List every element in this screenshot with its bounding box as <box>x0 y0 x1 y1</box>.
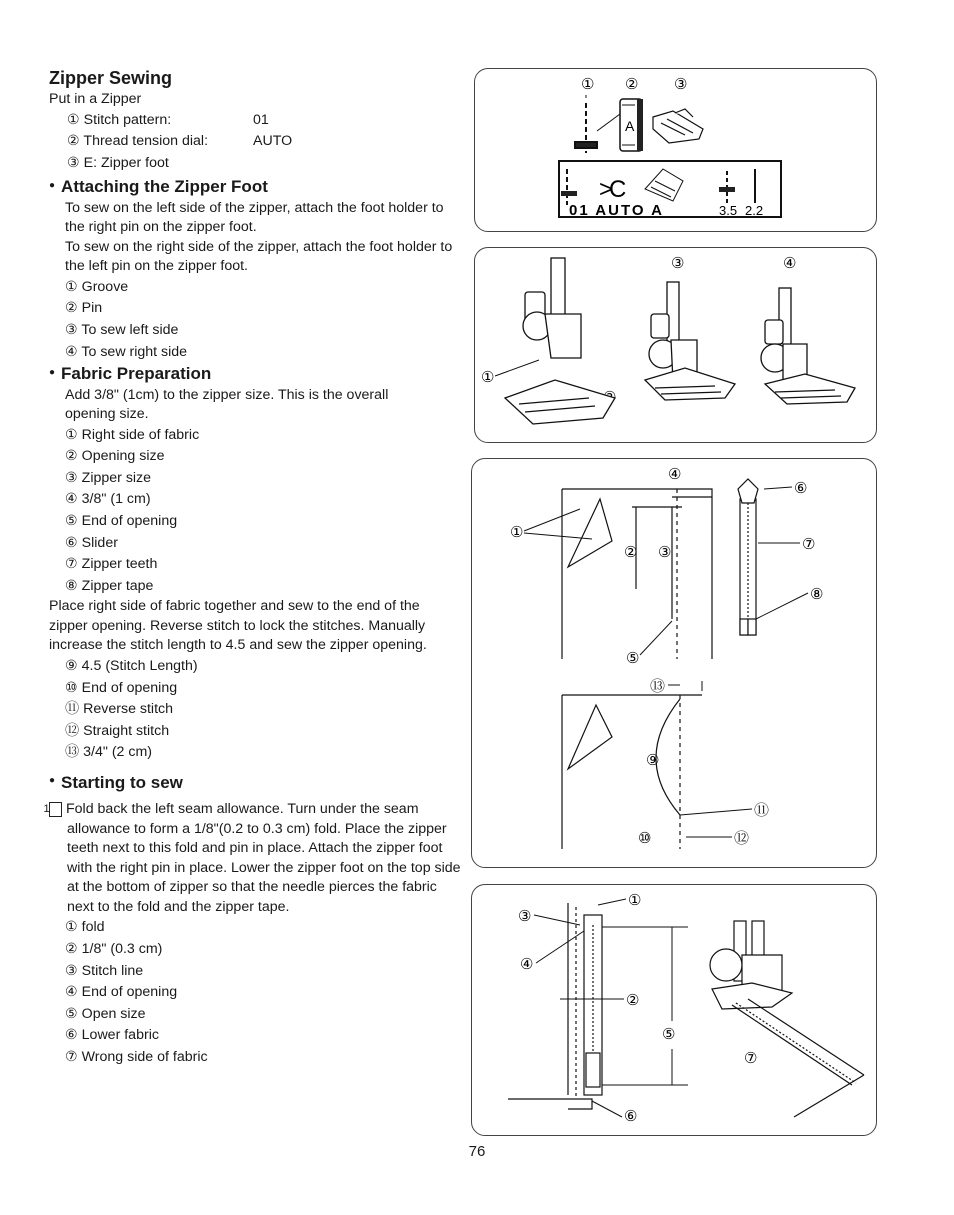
marker-3: ③ <box>671 255 685 272</box>
marker-7: ⑦ <box>744 1050 758 1067</box>
section-heading-fabric: ● Fabric Preparation <box>49 364 212 384</box>
list-item: ① Groove <box>65 278 129 295</box>
marker-1: ① <box>510 524 524 541</box>
list-item: ⑬ 3/4" (2 cm) <box>65 744 153 761</box>
setting-row: ② Thread tension dial: AUTO <box>67 133 293 150</box>
marker-4: ④ <box>668 466 682 483</box>
zipper-fold-drawing <box>508 903 602 1109</box>
list-item: ⑪ Reverse stitch <box>65 701 174 718</box>
figure-zipper-foot <box>474 247 877 443</box>
list-item: ⑩ End of opening <box>65 679 178 696</box>
reverse-stitch-outline <box>562 695 702 849</box>
marker-1: ① <box>581 76 595 93</box>
attaching-para-2: To sew on the right side of the zipper, attach the foot holder to the left pin on the zipper foot. <box>65 238 453 275</box>
list-item: ④ End of opening <box>65 984 178 1001</box>
marker-10: ⑩ <box>638 830 652 847</box>
marker-4: ④ <box>783 255 797 272</box>
marker-3: ③ <box>674 76 688 93</box>
marker-2: ② <box>624 544 638 561</box>
lcd-stitch-width: 3.5 <box>719 203 738 218</box>
marker-5: ⑤ <box>626 650 640 667</box>
figure-stitch-settings <box>474 68 877 232</box>
fabric-outline <box>562 489 712 659</box>
marker-2: ② <box>626 992 640 1009</box>
sewing-foot-drawing <box>710 921 864 1117</box>
list-item: ⑨ 4.5 (Stitch Length) <box>65 657 198 674</box>
foot-right-side-drawing <box>761 288 855 404</box>
figure-fabric-preparation <box>471 458 877 868</box>
marker-6: ⑥ <box>794 480 808 497</box>
marker-6: ⑥ <box>624 1108 638 1125</box>
step-1: 1 Fold back the left seam allowance. Turn under the seam allowance to form a 1/8"(0.2 to 0.3 cm) fold. Place the zipper teeth next to this fold and pin in place. Attach the zipper foot with the right pin in place. Lower the zipper foot on the top side at the bottom of zipper so that the needle pierces the fabric next to the fold and the zipper tape. <box>43 801 461 915</box>
list-item: ② 1/8" (0.3 cm) <box>65 941 163 958</box>
list-item: ② Pin <box>65 300 103 317</box>
setting-row: ③ E: Zipper foot <box>67 154 169 171</box>
text-column <box>43 66 461 1069</box>
foot-holder-drawing <box>505 258 615 424</box>
list-item: ⑥ Slider <box>65 534 118 551</box>
marker-13: ⑬ <box>650 678 666 695</box>
marker-3: ③ <box>658 544 672 561</box>
list-item: ③ Stitch line <box>65 962 144 979</box>
marker-4: ④ <box>520 956 534 973</box>
intro-text: Put in a Zipper <box>49 91 142 107</box>
list-item: ④ 3/8" (1 cm) <box>65 491 151 508</box>
page-title: Zipper Sewing <box>49 68 173 88</box>
attaching-para-1: To sew on the left side of the zipper, attach the foot holder to the right pin on the zipper foot. <box>65 199 444 236</box>
list-item: ⑫ Straight stitch <box>65 722 170 739</box>
fabric-para-2: Place right side of fabric together and sew to the end of the zipper opening. Reverse stitch to lock the stitches. Manually increase the stitch length to 4.5 and sew the zipper opening. <box>49 598 427 654</box>
open-size-dimension <box>602 927 688 1085</box>
marker-8: ⑧ <box>810 586 824 603</box>
marker-5: ⑤ <box>662 1026 676 1043</box>
foot-left-side-drawing <box>645 282 735 400</box>
svg-text:A: A <box>625 118 635 134</box>
zipper-drawing <box>738 479 758 635</box>
section-heading-starting: ● Starting to sew <box>49 772 183 792</box>
figure-starting-to-sew <box>471 884 877 1136</box>
marker-7: ⑦ <box>802 536 816 553</box>
list-item: ② Opening size <box>65 448 165 465</box>
fabric-para-1: Add 3/8" (1cm) to the zipper size. This is the overall opening size. <box>65 386 389 423</box>
straight-stitch-icon <box>575 103 597 153</box>
list-item: ⑤ End of opening <box>65 513 178 530</box>
zigzag-symbol: > <box>599 176 614 203</box>
marker-1: ① <box>628 892 642 909</box>
list-item: ⑥ Lower fabric <box>65 1027 159 1044</box>
list-item: ④ To sew right side <box>65 343 188 360</box>
lcd-stitch-length: 2.2 <box>745 203 764 218</box>
setting-row: ① Stitch pattern: 01 <box>67 111 269 128</box>
marker-12: ⑫ <box>734 830 750 847</box>
list-item: ① fold <box>65 919 105 936</box>
section-heading-attaching: ● Attaching the Zipper Foot <box>49 177 268 197</box>
step-number: 1 <box>49 802 62 817</box>
marker-2: ② <box>625 76 639 93</box>
list-item: ⑦ Zipper teeth <box>65 556 158 573</box>
marker-11: ⑪ <box>754 802 770 819</box>
tension-dial-icon <box>620 99 643 151</box>
marker-3: ③ <box>518 908 532 925</box>
lcd-display <box>559 161 781 219</box>
svg-text:C: C <box>609 176 627 203</box>
list-item: ⑤ Open size <box>65 1005 146 1022</box>
lcd-readout: 01 AUTO A <box>569 202 664 219</box>
page-number: 76 <box>468 1143 486 1160</box>
settings-illustration <box>475 69 876 231</box>
marker-9: ⑨ <box>646 752 660 769</box>
settings-list <box>49 110 459 175</box>
zipper-foot-icon <box>653 109 703 143</box>
list-item: ③ To sew left side <box>65 321 179 338</box>
list-item: ① Right side of fabric <box>65 426 200 443</box>
marker-1: ① <box>481 369 495 386</box>
list-item: ⑧ Zipper tape <box>65 577 154 594</box>
list-item: ③ Zipper size <box>65 469 152 486</box>
list-item: ⑦ Wrong side of fabric <box>65 1048 208 1065</box>
